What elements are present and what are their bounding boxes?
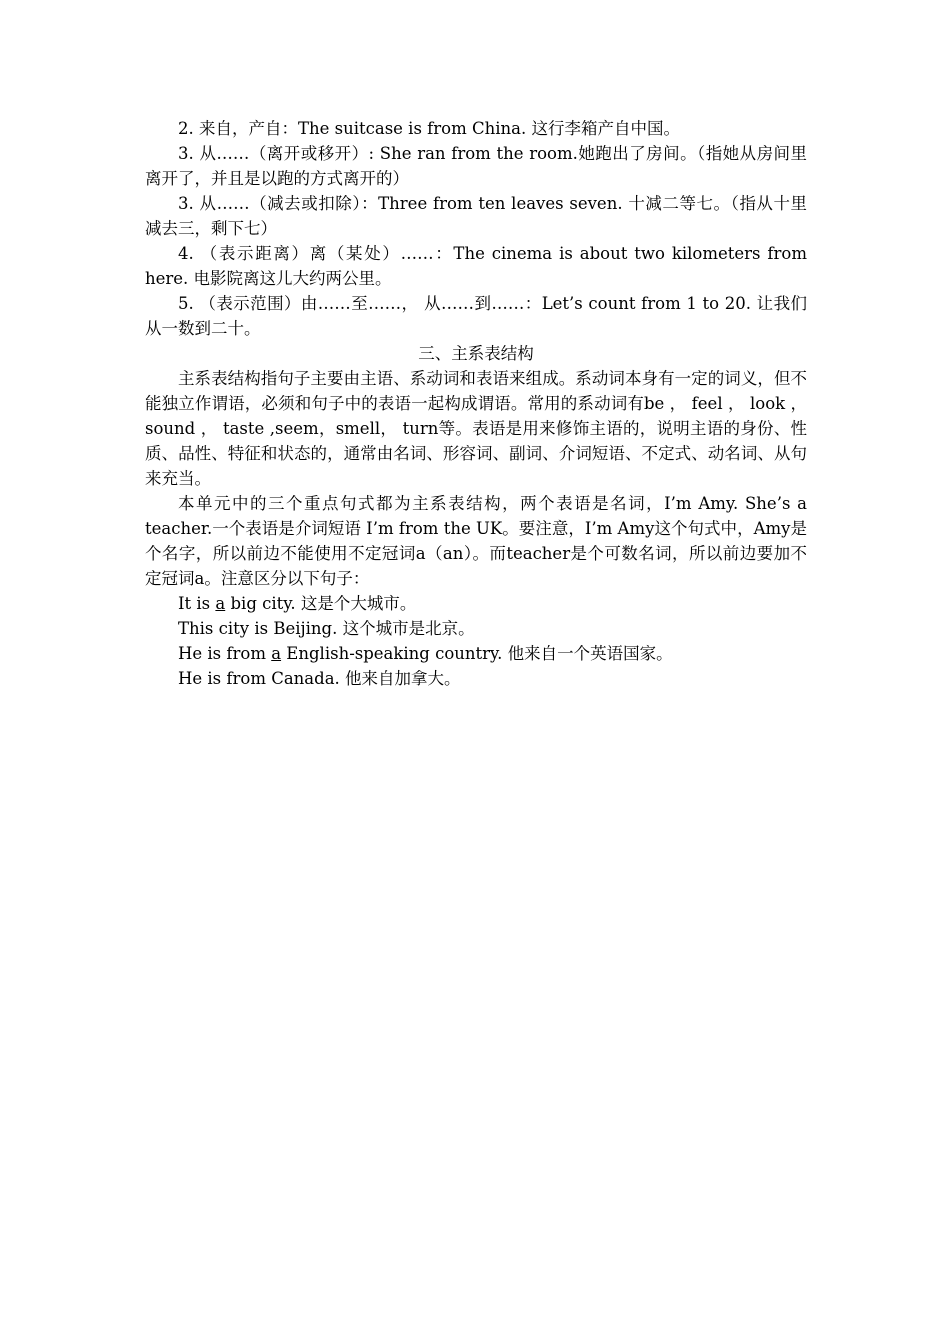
example-sentence-2: This city is Beijing. 这个城市是北京。 [178,619,475,638]
example-1-text-end: big city. 这是个大城市。 [225,594,417,613]
section-heading: 三、主系表结构 [418,344,534,363]
meaning-item-5: 5. （表示范围）由……至……， 从……到……：Let’s count from 1 to 20. 让我们从一数到二十。 [145,294,807,338]
example-3-text-start: He is from [178,644,272,663]
example-sentence-1 [145,591,807,616]
section-paragraph-2: 本单元中的三个重点句式都为主系表结构，两个表语是名词，I’m Amy. She’s a teacher.一个表语是介词短语 I’m from the UK。要注意，I’m Amy这个句式中，Amy是个名字，所以前边不能使用不定冠词a（an）。而teacher是个可数名词，所以前边要加不定冠词a。注意区分以下句子： [145,494,807,588]
document-body [145,116,807,691]
example-sentence-3 [145,641,807,666]
example-1-underlined-article: a [215,594,226,613]
meaning-item-4: 4. （表示距离）离（某处）……：The cinema is about two kilometers from here. 电影院离这儿大约两公里。 [145,244,807,288]
meaning-item-3-leave: 3. 从……（离开或移开）: She ran from the room.她跑出了房间。（指她从房间里离开了，并且是以跑的方式离开的） [145,144,807,188]
example-sentence-4: He is from Canada. 他来自加拿大。 [178,669,461,688]
section-paragraph-1: 主系表结构指句子主要由主语、系动词和表语来组成。系动词本身有一定的词义，但不能独立作谓语，必须和句子中的表语一起构成谓语。常用的系动词有be ， feel ， look ， sound ， taste ,seem，smell， turn等。表语是用来修饰主语的，说明主语的身份、性质、品性、特征和状态的，通常由名词、形容词、副词、介词短语、不定式、动名词、从句来充当。 [145,369,807,488]
meaning-item-2: 2. 来自，产自：The suitcase is from China. 这行李箱产自中国。 [178,119,680,138]
example-1-text-start: It is [178,594,216,613]
example-3-text-end: English-speaking country. 他来自一个英语国家。 [281,644,673,663]
meaning-item-3-subtract: 3. 从……（减去或扣除）：Three from ten leaves seven. 十减二等七。（指从十里减去三，剩下七） [145,194,807,238]
example-3-underlined-article: a [271,644,282,663]
